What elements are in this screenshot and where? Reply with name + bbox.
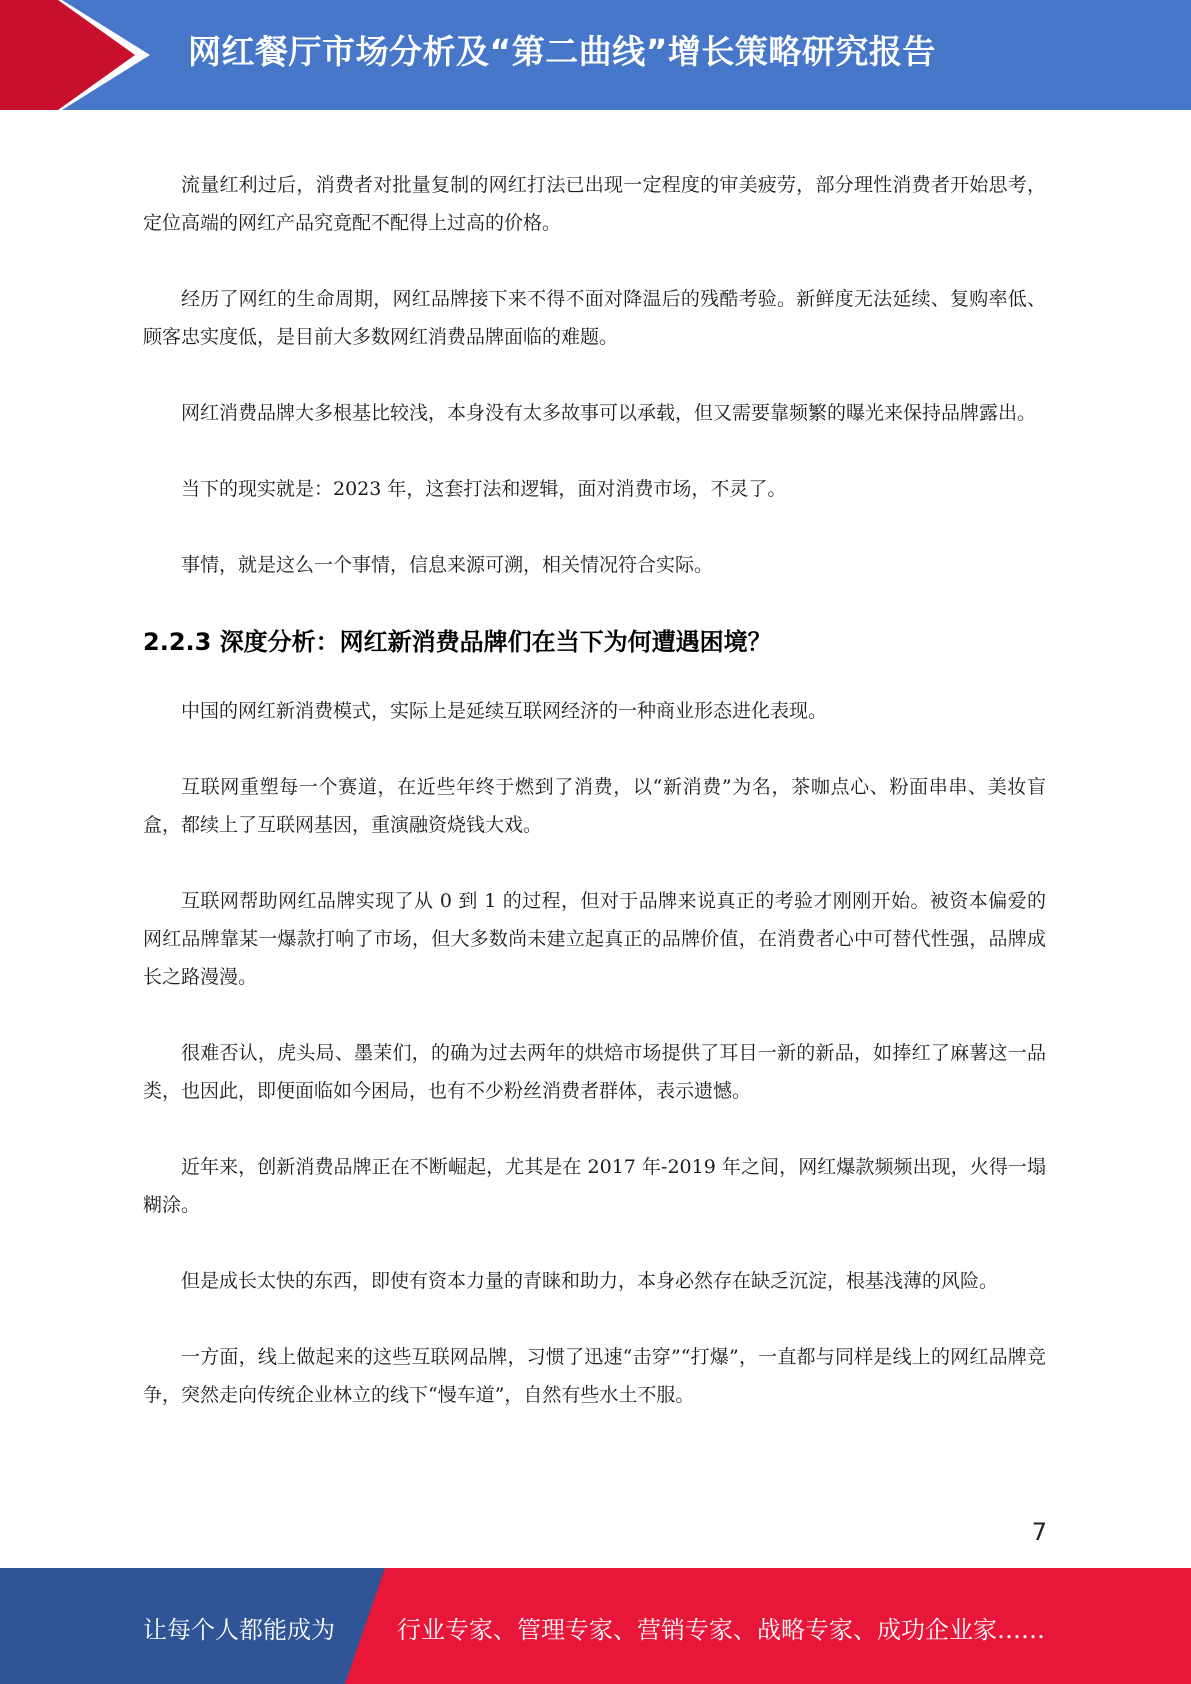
footer-slogan-right: 行业专家、管理专家、营销专家、战略专家、成功企业家……: [397, 1616, 1045, 1644]
paragraph: 经历了网红的生命周期，网红品牌接下来不得不面对降温后的残酷考验。新鲜度无法延续、复购率低、顾客忠实度低，是目前大多数网红消费品牌面临的难题。: [143, 288, 1046, 348]
section-heading: 2.2.3 深度分析：网红新消费品牌们在当下为何遭遇困境？: [143, 628, 772, 656]
paragraph: 流量红利过后，消费者对批量复制的网红打法已出现一定程度的审美疲劳，部分理性消费者开始思考，定位高端的网红产品究竟配不配得上过高的价格。: [143, 174, 1046, 234]
paragraph: 很难否认，虎头局、墨茉们，的确为过去两年的烘焙市场提供了耳目一新的新品，如捧红了麻薯这一品类，也因此，即便面临如今困局，也有不少粉丝消费者群体，表示遗憾。: [143, 1042, 1046, 1102]
paragraph: 网红消费品牌大多根基比较浅，本身没有太多故事可以承载，但又需要靠频繁的曝光来保持品牌露出。: [181, 402, 1037, 424]
header-chevron-decoration: [0, 0, 150, 110]
document-body: [143, 166, 1046, 1452]
footer-slogan-left: 让每个人都能成为: [143, 1616, 335, 1644]
paragraph: 中国的网红新消费模式，实际上是延续互联网经济的一种商业形态进化表现。: [181, 700, 828, 722]
paragraph: 但是成长太快的东西，即使有资本力量的青睐和助力，本身必然存在缺乏沉淀，根基浅薄的风险。: [181, 1270, 999, 1292]
page-number: 7: [1031, 1518, 1047, 1546]
paragraph: 一方面，线上做起来的这些互联网品牌，习惯了迅速“击穿”“打爆”，一直都与同样是线上的网红品牌竞争，突然走向传统企业林立的线下“慢车道”，自然有些水土不服。: [143, 1346, 1046, 1406]
paragraph: 近年来，创新消费品牌正在不断崛起，尤其是在 2017 年-2019 年之间，网红爆款频频出现，火得一塌糊涂。: [143, 1156, 1046, 1216]
paragraph: 事情，就是这么一个事情，信息来源可溯，相关情况符合实际。: [181, 554, 714, 576]
page-header: [0, 0, 1191, 110]
paragraph: 互联网帮助网红品牌实现了从 0 到 1 的过程，但对于品牌来说真正的考验才刚刚开始。被资本偏爱的网红品牌靠某一爆款打响了市场，但大多数尚未建立起真正的品牌价值，在消费者心中可替代性强，品牌成长之路漫漫。: [143, 890, 1046, 988]
paragraph: 互联网重塑每一个赛道，在近些年终于燃到了消费，以“新消费”为名，茶咖点心、粉面串串、美妆盲盒，都续上了互联网基因，重演融资烧钱大戏。: [143, 776, 1046, 836]
page-footer: [0, 1568, 1191, 1684]
paragraph: 当下的现实就是：2023 年，这套打法和逻辑，面对消费市场，不灵了。: [181, 478, 787, 500]
report-title: 网红餐厅市场分析及“第二曲线”增长策略研究报告: [188, 32, 936, 71]
